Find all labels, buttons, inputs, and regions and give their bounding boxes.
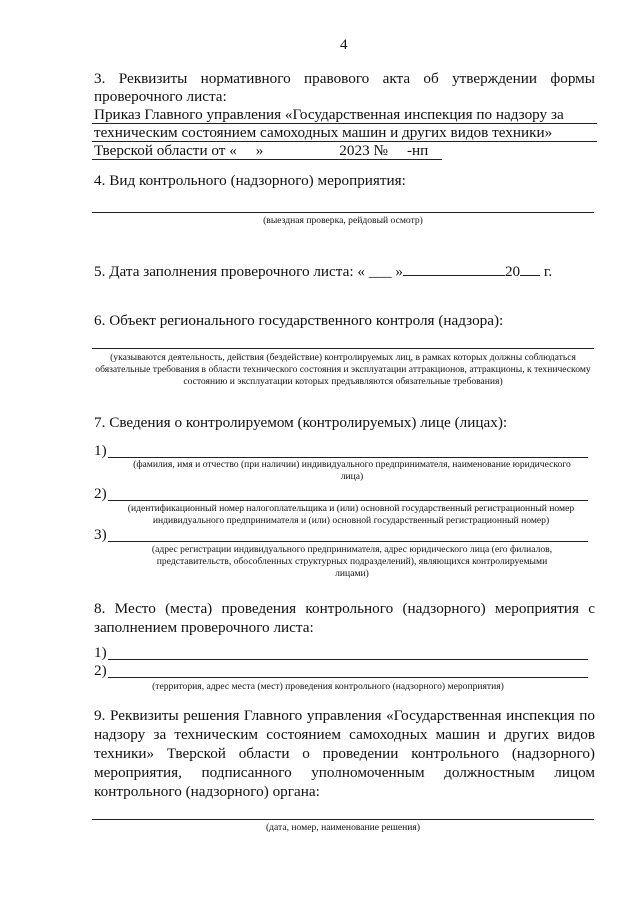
s8-item2-line	[108, 677, 588, 678]
s7-item1-line	[108, 457, 588, 458]
s9-line1: 9. Реквизиты решения Главного управления «Государственная инспекция по	[94, 707, 595, 724]
s5-day-blank: ___	[368, 263, 392, 280]
s7-item2-line	[108, 500, 588, 501]
s7-item3-line	[108, 541, 588, 542]
s5-date-line	[94, 261, 552, 281]
s3-heading-line2: проверочного листа:	[94, 88, 227, 105]
s9-line2: надзору за техническим состоянием самоходных машин и других видов	[94, 726, 595, 743]
page-number: 4	[340, 36, 348, 53]
s7-item2-caption: (идентификационный номер налогоплательщика и (или) основной государственный регистрационный номер индивидуального предпринимателя и (или) основной государственный регистрационный номер)	[127, 503, 575, 526]
s4-heading: 4. Вид контрольного (надзорного) мероприятия:	[94, 172, 406, 189]
s4-fill-line	[92, 212, 594, 213]
s5-month-blank	[403, 261, 505, 276]
s7-heading: 7. Сведения о контролируемом (контролируемых) лице (лицах):	[94, 414, 508, 431]
s4-caption: (выездная проверка, рейдовый осмотр)	[263, 215, 423, 226]
s8-heading-line2: заполнением проверочного листа:	[94, 619, 314, 636]
s7-item3-caption: (адрес регистрации индивидуального предпринимателя, адрес юридического лица (его филиалов, представительств, обособленных структурных подразделений), являющихся контролируемыми лицами)	[151, 544, 553, 579]
s3-order-line2: техническим состоянием самоходных машин и других видов техники»	[94, 124, 553, 141]
s7-item1-caption: (фамилия, имя и отчество (при наличии) индивидуального предпринимателя, наименование юридического лица)	[133, 459, 571, 482]
s8-item1-number: 1)	[94, 644, 107, 661]
s5-year-suffix: г.	[543, 263, 553, 280]
s9-line4: мероприятия, подписанного уполномоченным должностным лицом	[94, 764, 595, 781]
s9-fill-line	[92, 819, 594, 820]
s9-line5: контрольного (надзорного) органа:	[94, 783, 320, 800]
s5-year-prefix: 20	[504, 263, 521, 280]
s9-line3: техники» Тверской области о проведении контрольного (надзорного)	[94, 745, 595, 762]
s9-caption: (дата, номер, наименование решения)	[265, 822, 421, 833]
s3-heading-line1: 3. Реквизиты нормативного правового акта об утверждении формы	[94, 70, 595, 87]
s5-close-quote: »	[395, 263, 403, 280]
s8-caption: (территория, адрес места (мест) проведения контрольного (надзорного) мероприятия)	[152, 681, 504, 692]
s8-heading-line1: 8. Место (места) проведения контрольного (надзорного) мероприятия с	[94, 600, 595, 617]
s8-item1-line	[108, 659, 588, 660]
s3-order-line3: Тверской области от « » 2023 № -нп	[94, 142, 429, 159]
s6-fill-line	[92, 348, 594, 349]
s3-underline-3	[92, 159, 442, 160]
s3-order-line1: Приказ Главного управления «Государственная инспекция по надзору за	[94, 106, 564, 123]
s8-item2-number: 2)	[94, 662, 107, 679]
s7-item2-number: 2)	[94, 485, 107, 502]
s7-item1-number: 1)	[94, 442, 107, 459]
s6-heading: 6. Объект регионального государственного контроля (надзора):	[94, 312, 504, 329]
s7-item3-number: 3)	[94, 526, 107, 543]
s5-year-blank	[520, 261, 540, 276]
s6-caption: (указываются деятельность, действия (бездействие) контролируемых лиц, в рамках которых должны соблюдаться обязательные требования в области технического состояния и эксплуатации аттракционов, аттракционы, к техническому состоянию и эксплуатации которых предъявляются обязательные требования)	[95, 352, 591, 387]
s5-heading: 5. Дата заполнения проверочного листа: «	[94, 263, 365, 280]
